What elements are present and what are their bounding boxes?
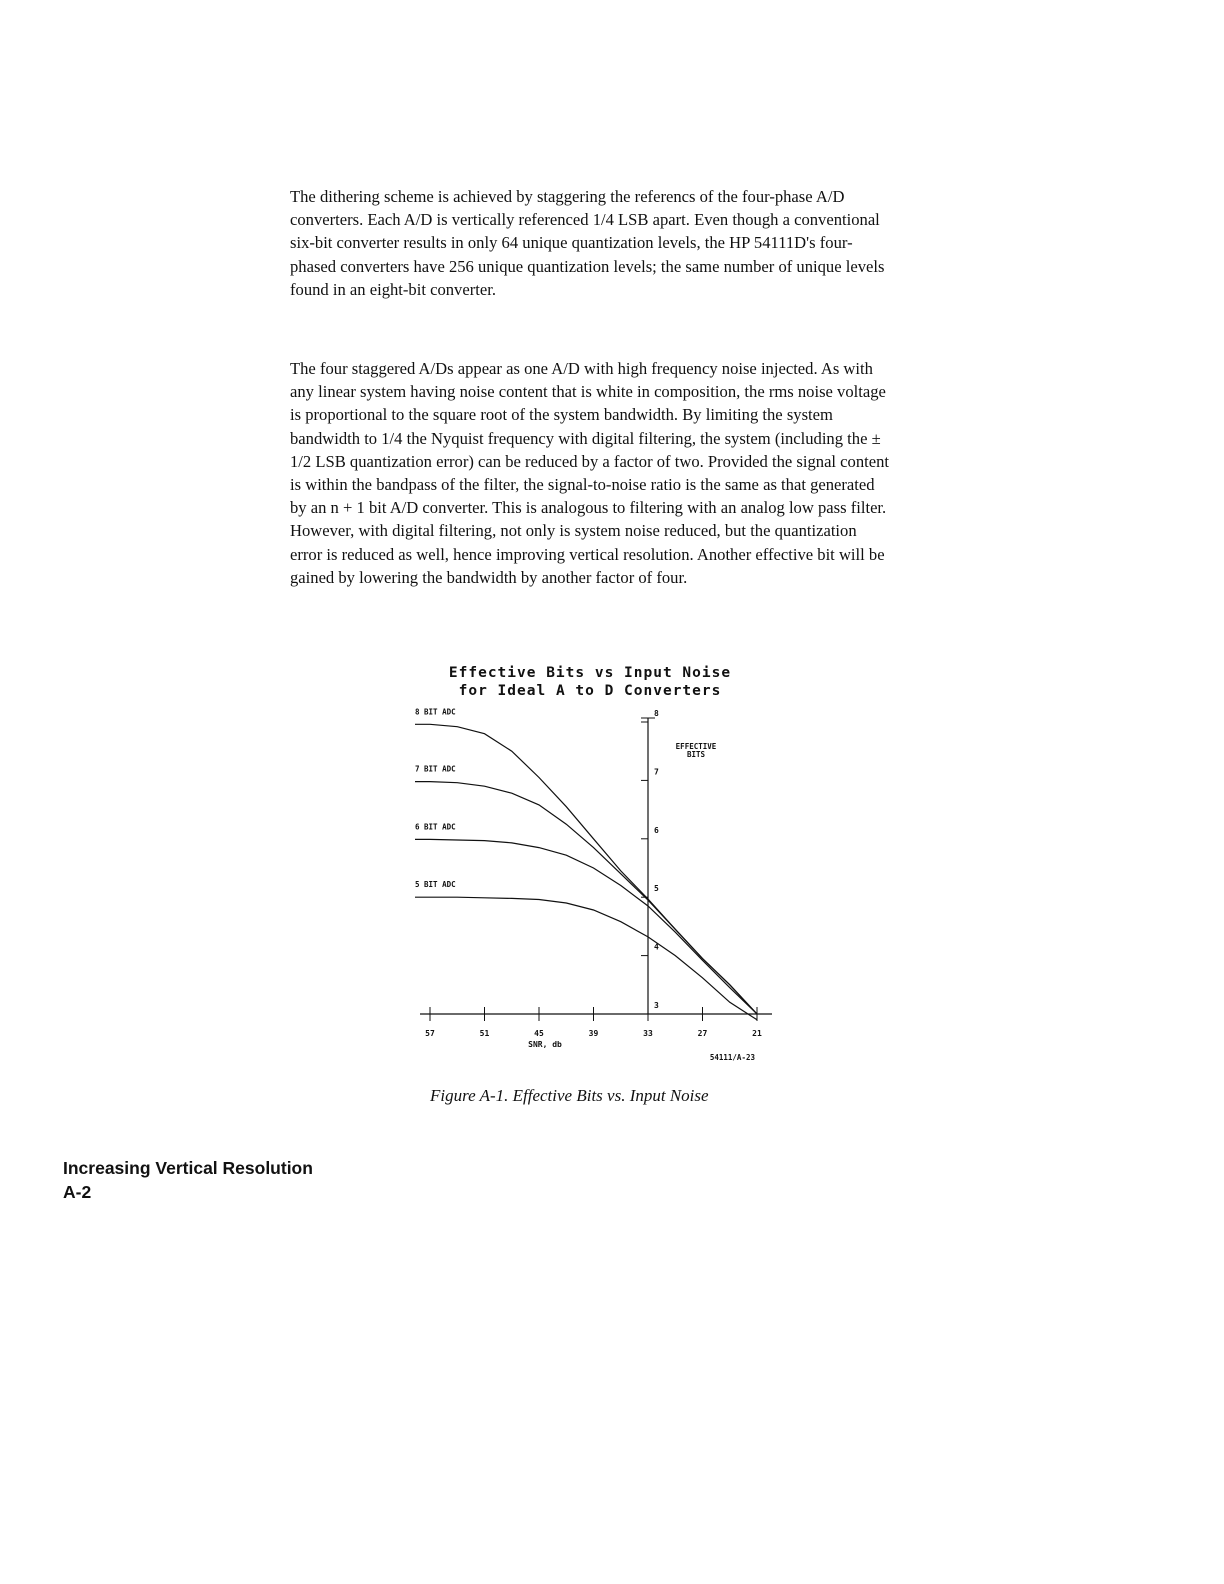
footer-page-number: A-2 xyxy=(63,1182,92,1202)
x-tick-label: 51 xyxy=(479,1029,490,1038)
y-tick-label: 7 xyxy=(654,767,659,777)
y-tick-label: 4 xyxy=(654,942,659,952)
y-axis-label-line-1: EFFECTIVE xyxy=(675,742,717,751)
paragraph-staggered-ad: The four staggered A/Ds appear as one A/D with high frequency noise injected. As with any linear system having noise content that is white in composition, the rms noise voltage is proportional to the square root of the system bandwidth. By limiting the system bandwidth to 1/4 the Nyquist frequency with digital filtering, the system (including the ± 1/2 LSB quantization error) can be reduced by a factor of two. Provided the signal content is within the bandpass of the filter, the signal-to-noise ratio is the same as that generated by an n + 1 bit A/D converter. This is analogous to filtering with an analog low pass filter. However, with digital filtering, not only is system noise reduced, but the quantization error is reduced as well, hence improving vertical resolution. Another effective bit will be gained by lowering the bandwidth by another factor of four. xyxy=(290,359,890,587)
chart-title-line-1: Effective Bits vs Input Noise xyxy=(448,665,732,681)
footer-section-title: Increasing Vertical Resolution xyxy=(63,1158,313,1178)
x-axis-label: SNR, db xyxy=(528,1040,562,1049)
figure-id: 54111/A-23 xyxy=(709,1053,755,1062)
paragraph-dithering: The dithering scheme is achieved by staggering the referencs of the four-phase A/D converters. Each A/D is vertically referenced 1/4 LSB apart. Even though a conventional six-bit converter results in only 64 unique quantization levels, the HP 54111D's four-phased converters have 256 unique quantization levels; the same number of unique levels found in an eight-bit converter. xyxy=(290,187,885,299)
x-tick-label: 27 xyxy=(697,1029,708,1038)
x-tick-label: 57 xyxy=(425,1029,435,1038)
chart-title-line-2: for Ideal A to D Converters xyxy=(458,683,722,699)
x-tick-label: 45 xyxy=(534,1029,544,1038)
y-axis-label-line-2: BITS xyxy=(686,750,706,759)
chart-title xyxy=(400,664,780,700)
figure-caption: Figure A-1. Effective Bits vs. Input Noise xyxy=(430,1086,709,1105)
series-curve xyxy=(415,897,757,1020)
y-tick-label: 8 xyxy=(654,709,659,718)
series-label: 7 BIT ADC xyxy=(415,764,456,774)
x-tick-label: 21 xyxy=(752,1029,762,1038)
y-tick-label: 3 xyxy=(654,1001,659,1010)
series-curve xyxy=(415,839,757,1014)
x-tick-label: 33 xyxy=(643,1029,653,1038)
series-label: 6 BIT ADC xyxy=(415,822,456,832)
y-tick-label: 6 xyxy=(654,825,659,835)
effective-bits-chart xyxy=(410,707,780,1072)
y-tick-label: 5 xyxy=(654,884,659,894)
series-curve xyxy=(415,724,757,1014)
x-tick-label: 39 xyxy=(588,1029,599,1038)
series-label: 5 BIT ADC xyxy=(415,880,456,890)
series-label: 8 BIT ADC xyxy=(415,707,456,717)
